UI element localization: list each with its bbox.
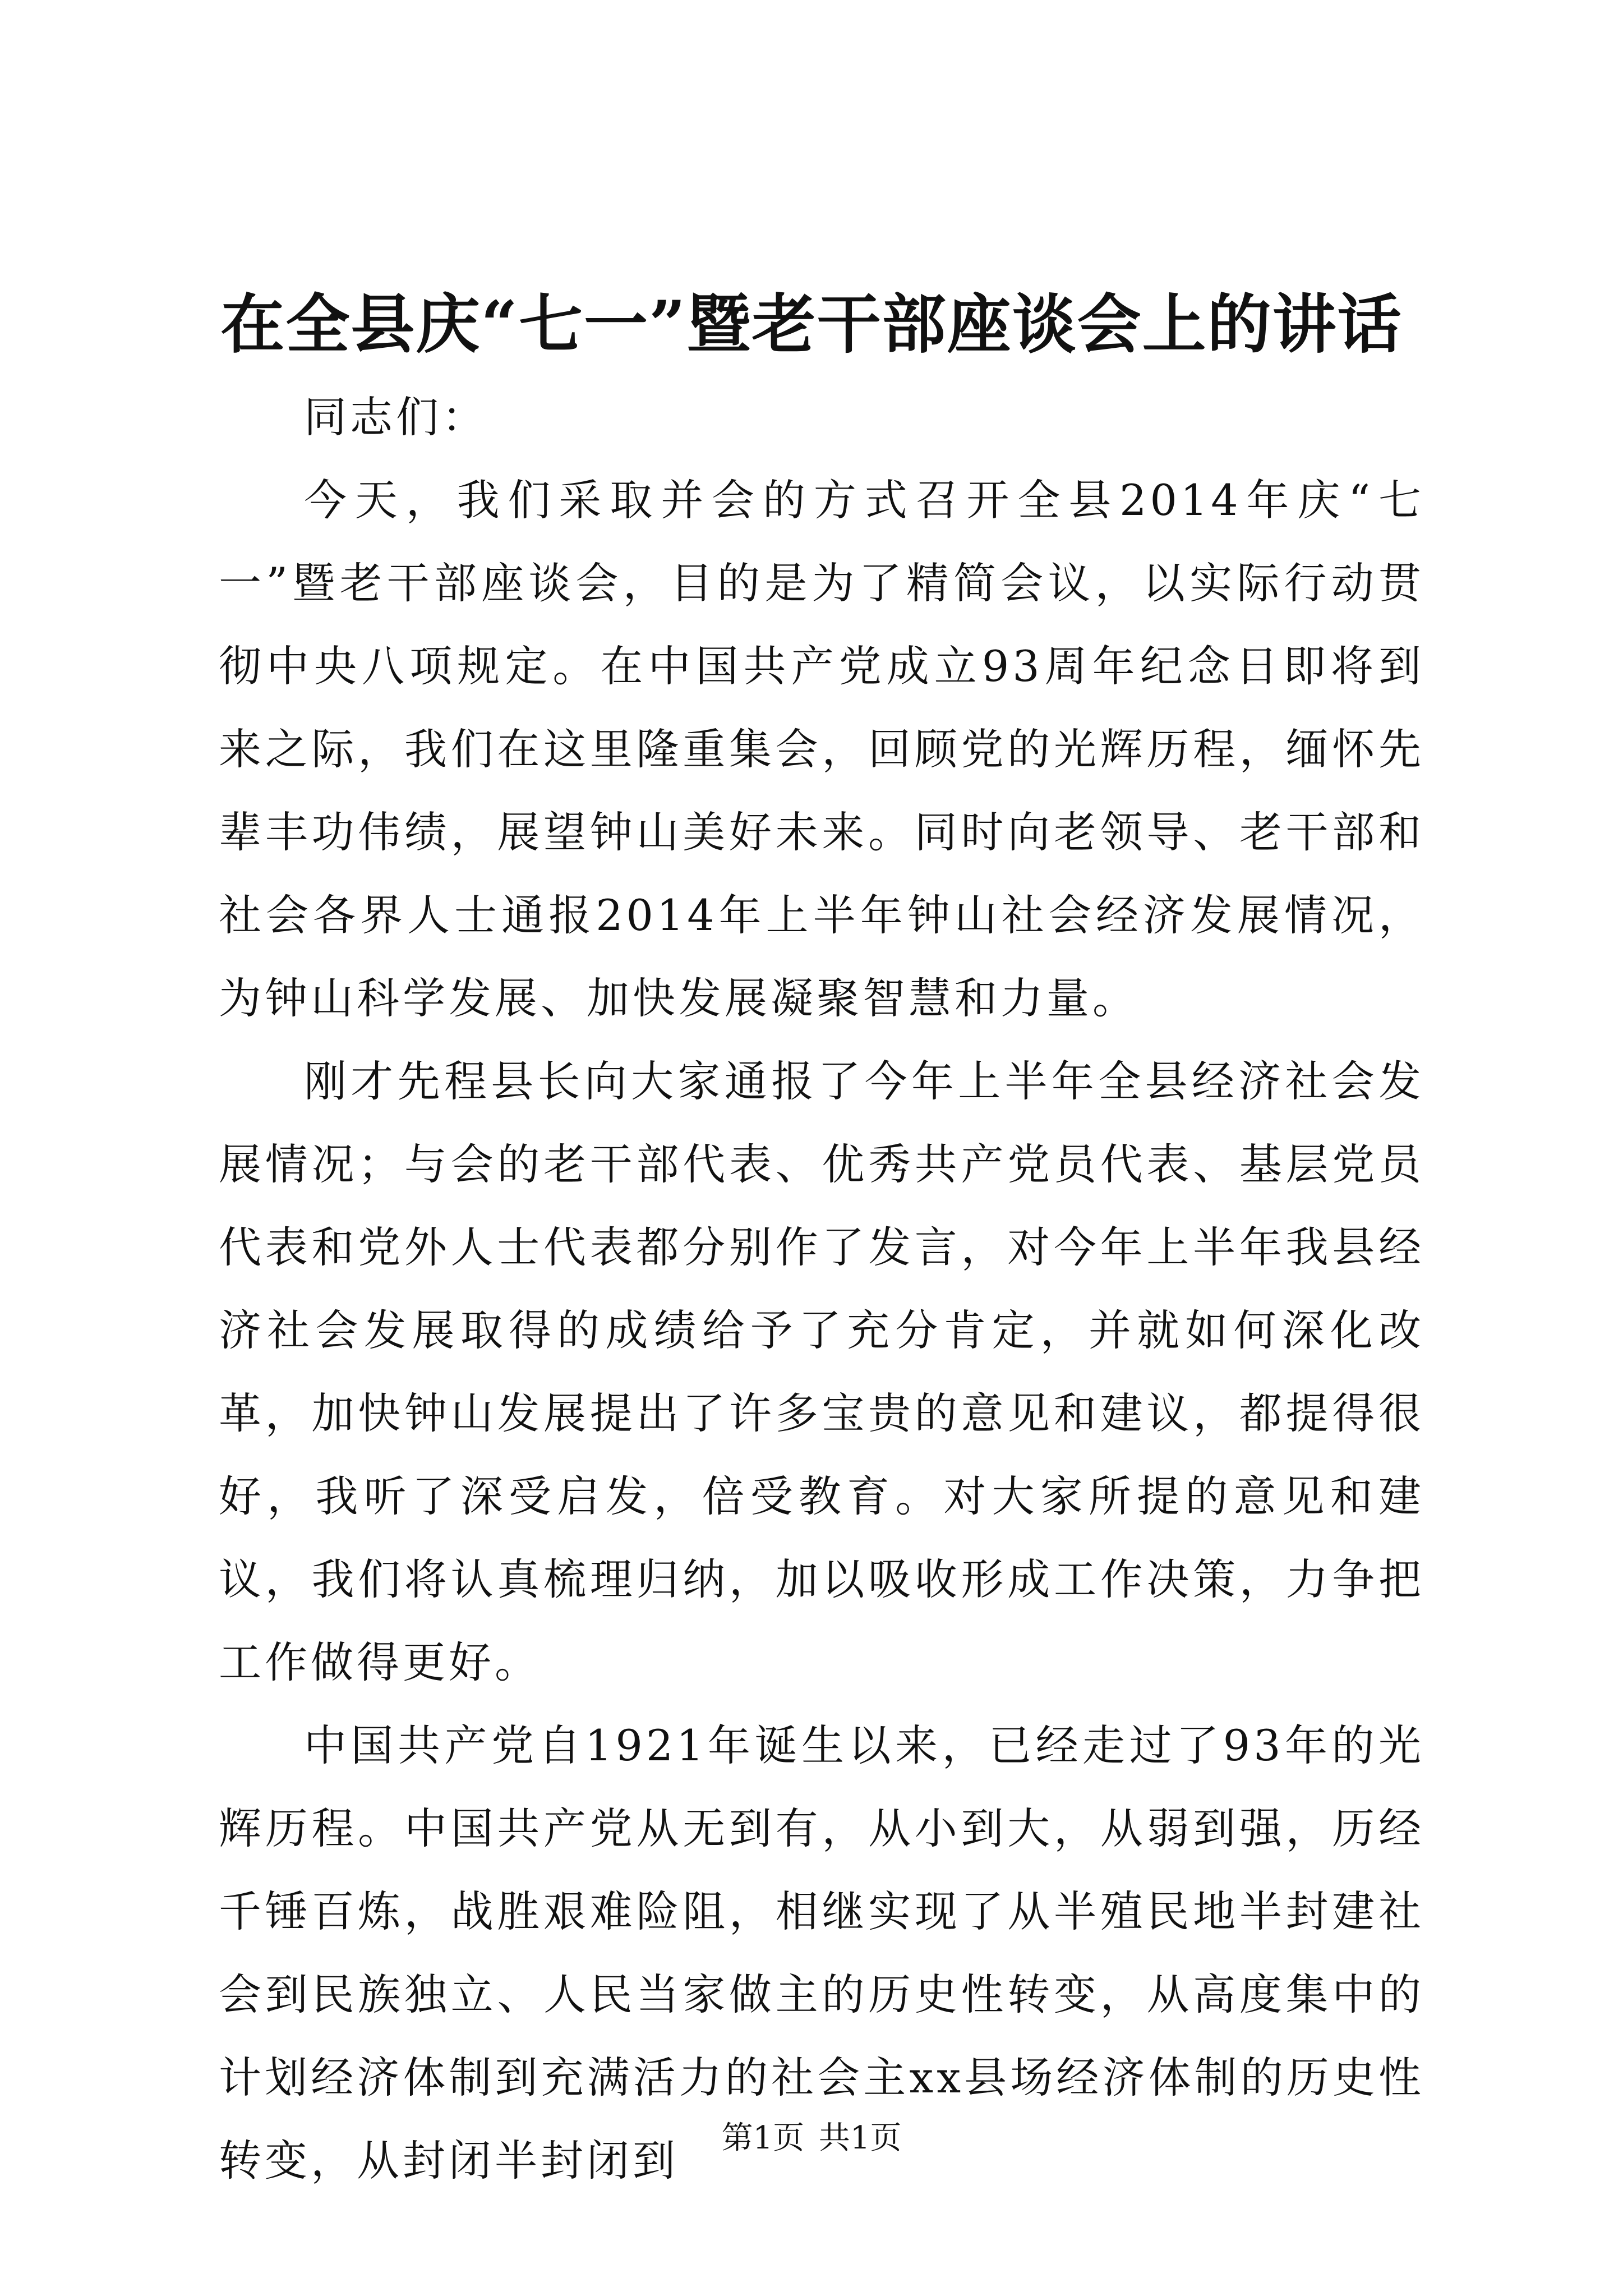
page-number: 第1页 (721, 2120, 805, 2156)
salutation: 同志们： (304, 392, 488, 442)
document-title: 在全县庆“七一”暨老干部座谈会上的讲话 (220, 287, 1403, 362)
paragraph-1: 今天，我们采取并会的方式召开全县2014年庆“七一”暨老干部座谈会，目的是为了精简会议，以实际行动贯彻中央八项规定。在中国共产党成立93周年纪念日即将到来之际，我们在这里隆重集会，回顾党的光辉历程，缅怀先辈丰功伟绩，展望钟山美好未来。同时向老领导、老干部和社会各界人士通报2014年上半年钟山社会经济发展情况，为钟山科学发展、加快发展凝聚智慧和力量。 (219, 475, 1424, 1023)
document-body (219, 376, 1424, 2202)
page-total: 共1页 (818, 2120, 902, 2156)
paragraph-3: 中国共产党自1921年诞生以来，已经走过了93年的光辉历程。中国共产党从无到有，从小到大，从弱到强，历经千锤百炼，战胜艰难险阻，相继实现了从半殖民地半封建社会到民族独立、人民当家做主的历史性转变，从高度集中的计划经济体制到充满活力的社会主xx县场经济体制的历史性转变，从封闭半封闭到 (219, 1720, 1424, 2185)
page-footer (0, 2116, 1623, 2161)
paragraph-2: 刚才先程县长向大家通报了今年上半年全县经济社会发展情况；与会的老干部代表、优秀共产党员代表、基层党员代表和党外人士代表都分别作了发言，对今年上半年我县经济社会发展取得的成绩给予了充分肯定，并就如何深化改革，加快钟山发展提出了许多宝贵的意见和建议，都提得很好，我听了深受启发，倍受教育。对大家所提的意见和建议，我们将认真梳理归纳，加以吸收形成工作决策，力争把工作做得更好。 (219, 1056, 1424, 1687)
